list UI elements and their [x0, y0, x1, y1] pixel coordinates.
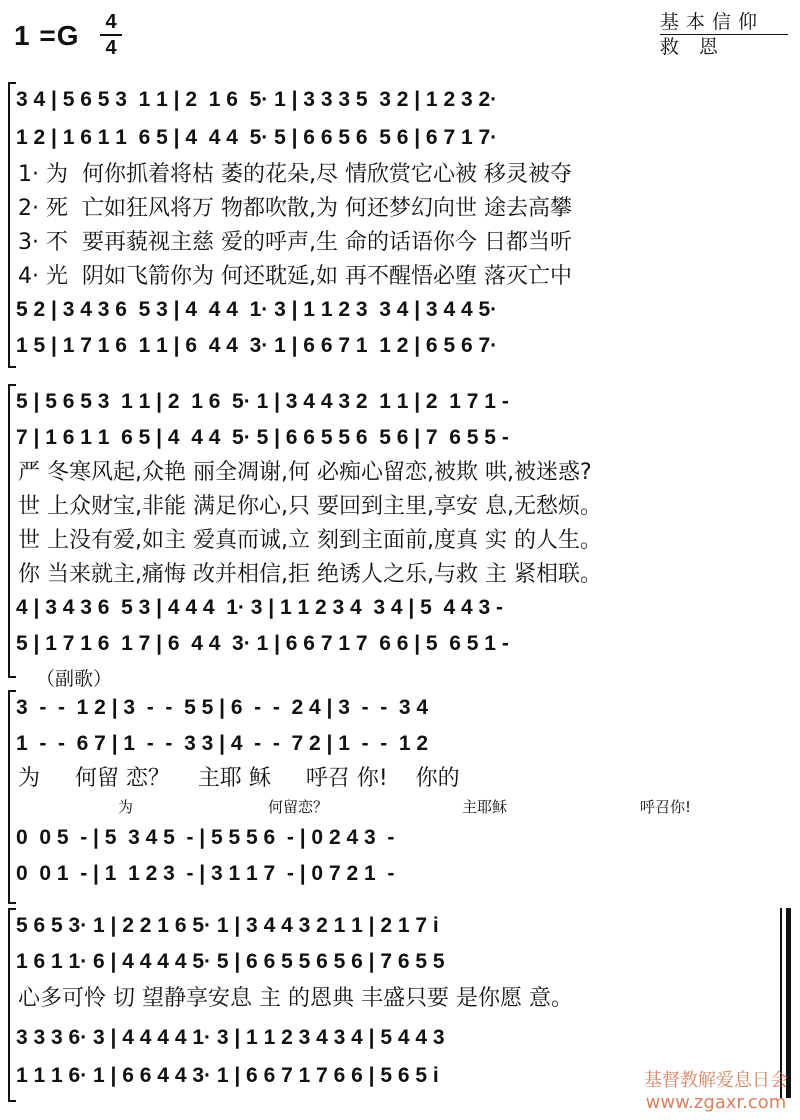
system-1-verse-3: 3· 不 要再藐视主慈 爱的呼声,生 命的话语你今 日都当听: [18, 230, 572, 255]
system-4-alto: 1 6 1 1· 6 | 4 4 4 4 5· 5 | 6 6 5 5 6 5 6 | 7 6 5 5: [16, 950, 445, 973]
system-1-verse-1: 1· 为 何你抓着将枯 萎的花朵,尽 情欣赏它心被 移灵被夺: [18, 162, 572, 187]
system-2-verse-2: 世 上众财宝,非能 满足你心,只 要回到主里,享安 息,无愁烦。: [18, 494, 602, 519]
system-2-verse-3: 世 上没有爱,如主 爱真而诚,立 刻到主面前,度真 实 的人生。: [18, 528, 602, 553]
system-2-bass: 5 | 1 7 1 6 1 7 | 6 4 4 3· 1 | 6 6 7 1 7 6 6 | 5 6 5 1 -: [16, 632, 509, 655]
system-3-tenor: 0 0 5 - | 5 3 4 5 - | 5 5 5 6 - | 0 2 4 3 -: [16, 826, 395, 849]
system-3-alto: 1 - - 6 7 | 1 - - 3 3 | 4 - - 7 2 | 1 - - 1 2: [16, 732, 429, 755]
key-signature: 1 =G: [14, 20, 80, 51]
song-category: 基本信仰: [660, 10, 788, 35]
system-2-tenor: 4 | 3 4 3 6 5 3 | 4 4 4 1· 3 | 1 1 2 3 4 3 4 | 5 4 4 3 -: [16, 596, 503, 619]
system-1-alto: 1 2 | 1 6 1 1 6 5 | 4 4 4 5· 5 | 6 6 5 6 5 6 | 6 7 1 7·: [16, 126, 498, 149]
time-signature-divider: [100, 34, 122, 36]
system-4-brace: [8, 908, 16, 1102]
system-4-tenor: 3 3 3 6· 3 | 4 4 4 4 1· 3 | 1 1 2 3 4 3 4 | 5 4 4 3: [16, 1026, 445, 1049]
watermark-line-1: 基督教解爱息日会: [644, 1070, 788, 1091]
system-3-echo-lyric-4: 呼召你!: [640, 798, 692, 816]
system-1-tenor: 5 2 | 3 4 3 6 5 3 | 4 4 4 1· 3 | 1 1 2 3 3 4 | 3 4 4 5·: [16, 298, 498, 321]
system-3-brace: [8, 690, 16, 904]
watermark-line-2: www.zgaxr.com: [645, 1092, 787, 1113]
refrain-label: （副歌）: [36, 668, 113, 690]
time-signature-bottom: 4: [105, 37, 117, 59]
system-1-verse-2: 2· 死 亡如狂风将万 物都吹散,为 何还梦幻向世 途去高攀: [18, 196, 572, 221]
time-signature: [100, 12, 122, 58]
system-1-verse-4: 4· 光 阴如飞箭你为 何还耽延,如 再不醒悟必堕 落灭亡中: [18, 264, 572, 289]
system-3-lyric: 为 何留 恋？ 主耶 稣 呼召 你! 你的: [18, 766, 460, 791]
system-1-bass: 1 5 | 1 7 1 6 1 1 | 6 4 4 3· 1 | 6 6 7 1 1 2 | 6 5 6 7·: [16, 334, 498, 357]
system-4-lyric: 心多可怜 切 望静享安息 主 的恩典 丰盛只要 是你愿 意。: [18, 986, 573, 1011]
system-3-echo-lyric-2: 何留恋？: [268, 798, 329, 816]
system-2-alto: 7 | 1 6 1 1 6 5 | 4 4 4 5· 5 | 6 6 5 5 6 5 6 | 7 6 5 5 -: [16, 426, 509, 449]
song-category-block: [660, 10, 788, 59]
system-2-verse-1: 严 冬寒风起,众艳 丽全凋谢,何 必痴心留恋,被欺 哄,被迷惑?: [18, 460, 592, 485]
system-3-soprano: 3 - - 1 2 | 3 - - 5 5 | 6 - - 2 4 | 3 - - 3 4: [16, 696, 429, 719]
time-signature-top: 4: [105, 11, 117, 33]
system-2-brace: [8, 384, 16, 678]
system-1-soprano: 3 4 | 5 6 5 3 1 1 | 2 1 6 5· 1 | 3 3 3 5 3 2 | 1 2 3 2·: [16, 88, 498, 111]
song-title: 救 恩: [660, 36, 726, 58]
system-3-bass: 0 0 1 - | 1 1 2 3 - | 3 1 1 7 - | 0 7 2 1 -: [16, 862, 395, 885]
watermark: [644, 1070, 788, 1114]
system-3-echo-lyric-3: 主耶稣: [462, 798, 508, 816]
system-3-echo-lyric-1: 为: [118, 798, 134, 816]
system-4-bass: 1 1 1 6· 1 | 6 6 4 4 3· 1 | 6 6 7 1 7 6 6 | 5 6 5 i: [16, 1064, 439, 1087]
system-4-soprano: 5 6 5 3· 1 | 2 2 1 6 5· 1 | 3 4 4 3 2 1 1 | 2 1 7 i: [16, 914, 439, 937]
system-1-brace: [8, 82, 16, 368]
system-2-verse-4: 你 当来就主,痛悔 改并相信,拒 绝诱人之乐,与救 主 紧相联。: [18, 562, 602, 587]
system-2-soprano: 5 | 5 6 5 3 1 1 | 2 1 6 5· 1 | 3 4 4 3 2 1 1 | 2 1 7 1 -: [16, 390, 509, 413]
